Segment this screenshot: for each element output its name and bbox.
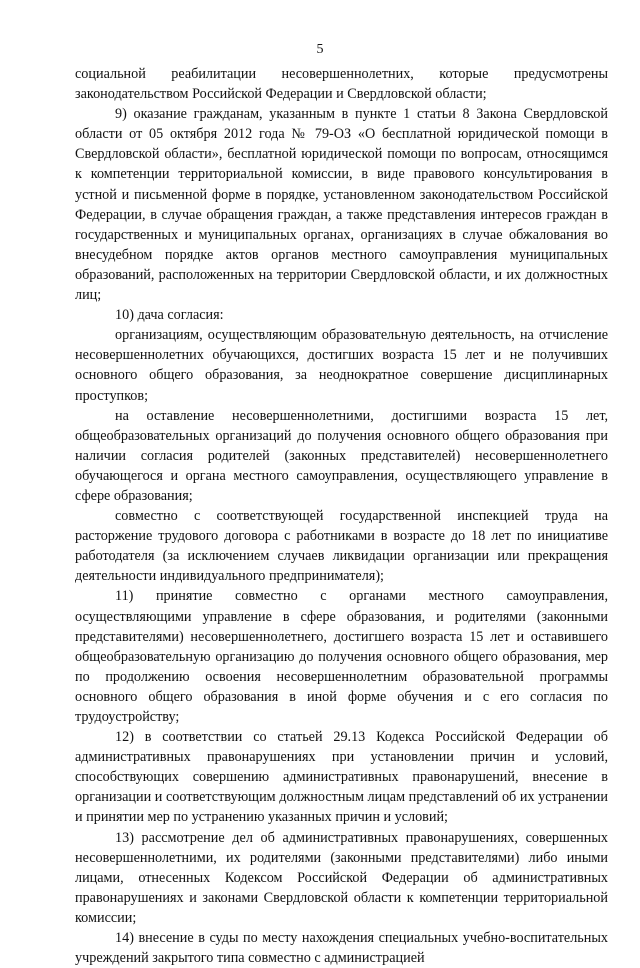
document-body (75, 64, 608, 968)
paragraph-continuation: социальной реабилитации несовершеннолетних, которые предусмотрены законодательством Российской Федерации и Свердловской области; (75, 66, 608, 103)
paragraph-item-10-labor-contract: совместно с соответствующей государственной инспекцией труда на расторжение трудового договора с работниками в возрасте до 18 лет по инициативе работодателя (за исключением случаев ликвидации организации или прекращения деятельности индивидуального предпринимателя); (75, 508, 608, 585)
paragraph-item-9: 9) оказание гражданам, указанным в пункте 1 статьи 8 Закона Свердловской области от 05 октября 2012 года № 79-ОЗ «О бесплатной юридической помощи в Свердловской области», бесплатной юридической помощи по вопросам, относящимся к компетенции территориальной комиссии, в виде правового консультирования в устной и письменной форме в порядке, установленном законодательством Российской Федерации, в случае обращения граждан, а также представления интересов граждан в государственных и муниципальных органах, организациях в случае обжалования во внесудебном порядке актов органов местного самоуправления муниципальных образований, расположенных на территории Свердловской области, и их должностных лиц; (75, 106, 608, 304)
paragraph-item-12: 12) в соответствии со статьей 29.13 Кодекса Российской Федерации об административных правонарушениях при установлении причин и условий, способствующих совершению административных правонарушений, внесение в организации и соответствующим должностным лицам представлений об их устранении и принятии мер по устранению указанных причин и условий; (75, 729, 608, 826)
paragraph-item-13: 13) рассмотрение дел об административных правонарушениях, совершенных несовершеннолетними, их родителями (законными представителями) либо иными лицами, отнесенных Кодексом Российской Федерации об административных правонарушениях и законами Свердловской области к компетенции территориальной комиссии; (75, 829, 608, 926)
paragraph-item-11: 11) принятие совместно с органами местного самоуправления, осуществляющими управление в сфере образования, и родителями (законными представителями) несовершеннолетнего, достигшего возраста 15 лет и оставившего общеобразовательную организацию до получения основного общего образования, мер по продолжению освоения несовершеннолетним образовательной программы основного общего образования в иной форме обучения и с его согласия по трудоустройству; (75, 588, 608, 725)
paragraph-item-10-organizations: организациям, осуществляющим образовательную деятельность, на отчисление несовершеннолетних обучающихся, достигших возраста 15 лет и не получивших основного общего образования, за неоднократное совершение дисциплинарных проступков; (75, 327, 608, 404)
paragraph-item-10-leaving-school: на оставление несовершеннолетними, достигшими возраста 15 лет, общеобразовательных организаций до получения основного общего образования при наличии согласия родителей (законных представителей) несовершеннолетнего обучающегося и органа местного самоуправления, осуществляющего управление в сфере образования; (75, 407, 608, 504)
paragraph-item-10: 10) дача согласия: (115, 307, 224, 324)
page-number: 5 (316, 42, 324, 57)
paragraph-item-14: 14) внесение в суды по месту нахождения специальных учебно-воспитательных учреждений закрытого типа совместно с администрацией (75, 930, 608, 967)
